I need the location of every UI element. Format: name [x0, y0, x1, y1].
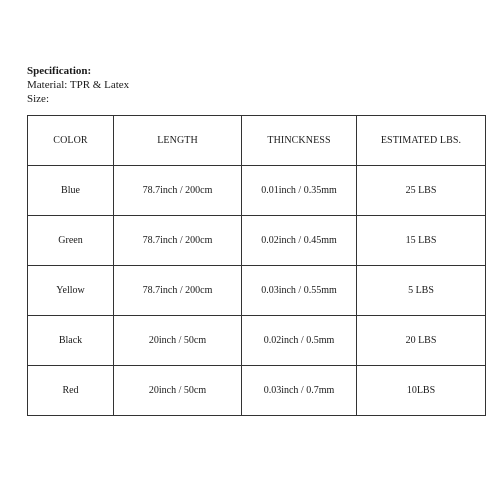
table-row — [28, 216, 486, 266]
cell-estimated-lbs: 5 LBS — [357, 266, 486, 316]
column-header-color: COLOR — [28, 116, 114, 166]
cell-length: 78.7inch / 200cm — [114, 166, 242, 216]
cell-thickness: 0.03inch / 0.55mm — [242, 266, 357, 316]
spec-title: Specification: — [27, 65, 92, 77]
table-row — [28, 316, 486, 366]
cell-estimated-lbs: 25 LBS — [357, 166, 486, 216]
cell-color: Red — [28, 366, 114, 416]
material-line: Material: TPR & Latex — [27, 79, 130, 91]
cell-thickness: 0.02inch / 0.5mm — [242, 316, 357, 366]
cell-length: 78.7inch / 200cm — [114, 266, 242, 316]
size-line: Size: — [27, 93, 49, 105]
cell-length: 20inch / 50cm — [114, 366, 242, 416]
cell-color: Blue — [28, 166, 114, 216]
cell-color: Black — [28, 316, 114, 366]
cell-estimated-lbs: 20 LBS — [357, 316, 486, 366]
specification-block — [27, 64, 129, 106]
table-row — [28, 366, 486, 416]
cell-length: 20inch / 50cm — [114, 316, 242, 366]
cell-thickness: 0.03inch / 0.7mm — [242, 366, 357, 416]
table-row — [28, 266, 486, 316]
cell-thickness: 0.01inch / 0.35mm — [242, 166, 357, 216]
cell-color: Green — [28, 216, 114, 266]
specification-table — [27, 115, 486, 416]
cell-color: Yellow — [28, 266, 114, 316]
cell-thickness: 0.02inch / 0.45mm — [242, 216, 357, 266]
column-header-length: LENGTH — [114, 116, 242, 166]
table-header-row — [28, 116, 486, 166]
cell-estimated-lbs: 15 LBS — [357, 216, 486, 266]
table-row — [28, 166, 486, 216]
cell-length: 78.7inch / 200cm — [114, 216, 242, 266]
column-header-estimated-lbs: ESTIMATED LBS. — [357, 116, 486, 166]
cell-estimated-lbs: 10LBS — [357, 366, 486, 416]
column-header-thickness: THINCKNESS — [242, 116, 357, 166]
